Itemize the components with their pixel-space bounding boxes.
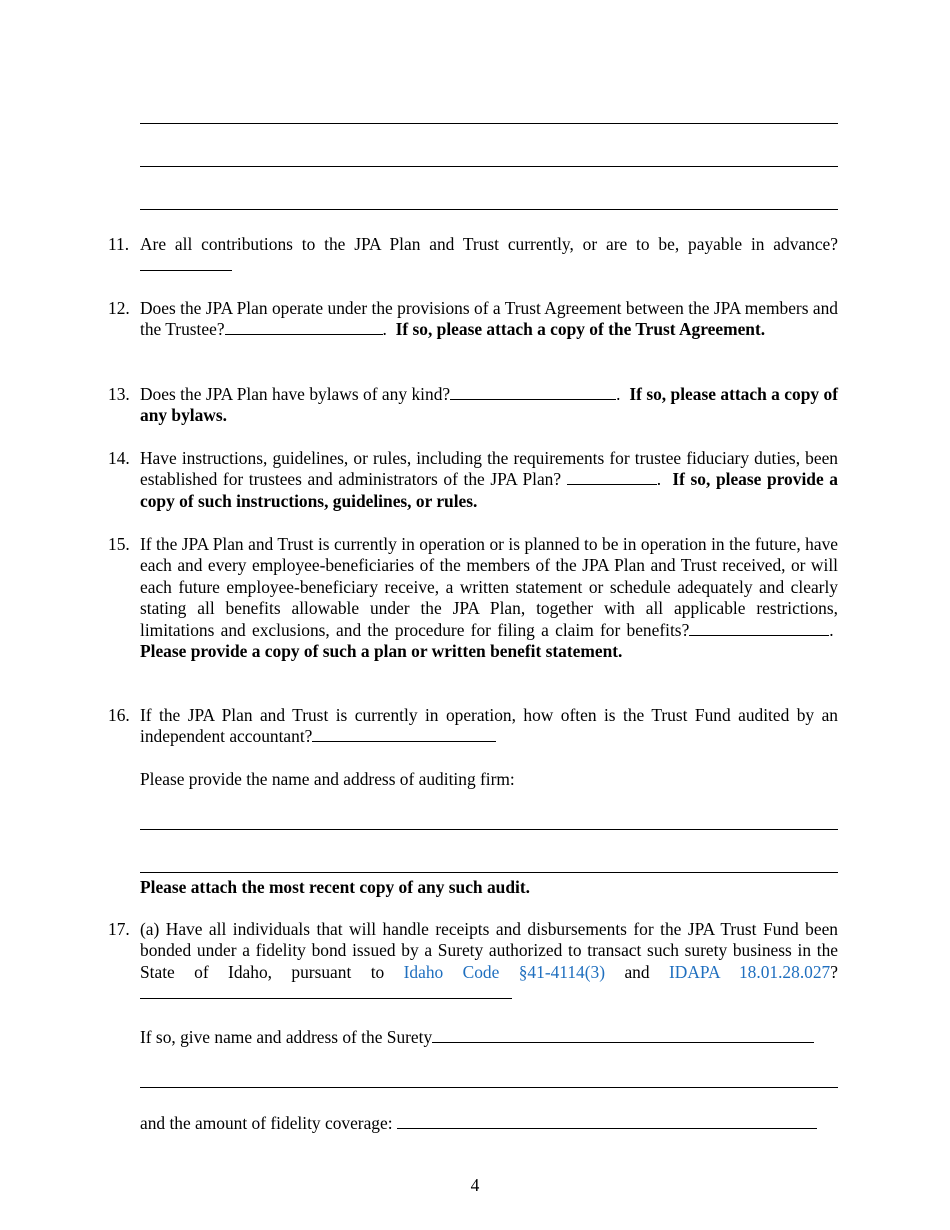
question-text: If the JPA Plan and Trust is currently in operation or is planned to be in operation in the future, have each and every employee-beneficiaries of the members of the JPA Plan and Trust received, or will each future employee-beneficiary receive, a written statement or schedule adequately and clearly stating all benefits allowable under the JPA Plan, together with all applicable restrictions, limitations and exclusions, and the procedure for filing a claim for benefits?: [140, 534, 838, 640]
question-14: 14. Have instructions, guidelines, or rules, including the requirements for trustee fiduciary duties, been established for trustees and administrators of the JPA Plan? . If so, please provide a copy of such instructions, guidelines, or rules.: [108, 448, 838, 511]
answer-blank[interactable]: [567, 469, 657, 485]
question-number: 17.: [108, 919, 130, 939]
question-number: 12.: [108, 298, 130, 318]
surety-prompt-row: [140, 1027, 814, 1048]
question-16: [108, 705, 838, 748]
answer-line[interactable]: [140, 209, 838, 210]
question-text: (a) Have all individuals that will handle receipts and disbursements for the JPA Trust Fund been bonded under a fidelity bond issued by a Surety authorized to transact such surety business in the State of Idaho, pursuant to: [140, 919, 838, 982]
idapa-link[interactable]: IDAPA 18.01.28.027: [668, 961, 831, 982]
coverage-prompt: and the amount of fidelity coverage:: [140, 1113, 393, 1133]
conjunction: and: [624, 961, 650, 982]
auditor-line[interactable]: [140, 872, 838, 873]
page-number: 4: [470, 1175, 480, 1195]
answer-blank[interactable]: [140, 983, 512, 999]
question-text: Does the JPA Plan have bylaws of any kind?: [140, 384, 451, 404]
question-mark: ?: [830, 961, 838, 982]
answer-blank[interactable]: [140, 255, 232, 271]
surety-prompt: If so, give name and address of the Surety: [140, 1027, 433, 1047]
answer-blank[interactable]: [450, 384, 616, 400]
instruction-note: If so, please provide a copy of such instructions, guidelines, or rules.: [140, 469, 838, 511]
answer-line[interactable]: [140, 166, 838, 167]
question-number: 15.: [108, 534, 130, 554]
audit-note-text: Please attach the most recent copy of any such audit.: [140, 877, 530, 897]
audit-note: [140, 877, 530, 898]
question-text: Have instructions, guidelines, or rules, including the requirements for trustee fiduciary duties, been established for trustees and administrators of the JPA Plan?: [140, 448, 838, 490]
answer-blank[interactable]: [689, 620, 829, 636]
surety-blank[interactable]: [432, 1027, 814, 1043]
question-13: 13. Does the JPA Plan have bylaws of any kind? . If so, please attach a copy of any bylaws.: [108, 384, 839, 426]
question-number: 13.: [108, 384, 130, 404]
instruction-note: If so, please attach a copy of any bylaws.: [140, 384, 839, 426]
answer-line[interactable]: [140, 123, 838, 124]
auditor-line[interactable]: [140, 829, 838, 830]
coverage-row: [140, 1113, 817, 1134]
instruction-note: If so, please attach a copy of the Trust Agreement.: [395, 319, 766, 340]
question-text: If the JPA Plan and Trust is currently in operation, how often is the Trust Fund audited by an independent accountant?: [140, 705, 838, 747]
question-17: [108, 919, 838, 1005]
question-15: 15. If the JPA Plan and Trust is currently in operation or is planned to be in operation in the future, have each and every employee-beneficiaries of the members of the JPA Plan and Trust received, or will each future employee-beneficiary receive, a written statement or schedule adequately and clearly stating all benefits allowable under the JPA Plan, together with all applicable restrictions, limitations and exclusions, and the procedure for filing a claim for benefits? . Please provide a copy of such a plan or written benefit statement.: [108, 534, 838, 662]
answer-blank[interactable]: [312, 726, 496, 742]
coverage-blank[interactable]: [397, 1113, 817, 1129]
auditor-prompt: Please provide the name and address of auditing firm:: [140, 769, 515, 789]
question-number: 16.: [108, 705, 130, 725]
question-11: [108, 234, 838, 277]
question-12: 12. Does the JPA Plan operate under the provisions of a Trust Agreement between the JPA members and the Trustee? . If so, please attach a copy of the Trust Agreement.: [108, 298, 838, 340]
answer-blank[interactable]: [225, 319, 383, 335]
instruction-note: Please provide a copy of such a plan or written benefit statement.: [140, 641, 623, 662]
question-text: Are all contributions to the JPA Plan and Trust currently, or are to be, payable in advance?: [140, 234, 838, 254]
idaho-code-link[interactable]: Idaho Code §41-4114(3): [403, 961, 606, 982]
question-number: 14.: [108, 448, 130, 468]
question-number: 11.: [108, 234, 130, 254]
question-text: Does the JPA Plan operate under the provisions of a Trust Agreement between the JPA members and the Trustee?: [140, 298, 838, 340]
surety-line[interactable]: [140, 1087, 838, 1088]
